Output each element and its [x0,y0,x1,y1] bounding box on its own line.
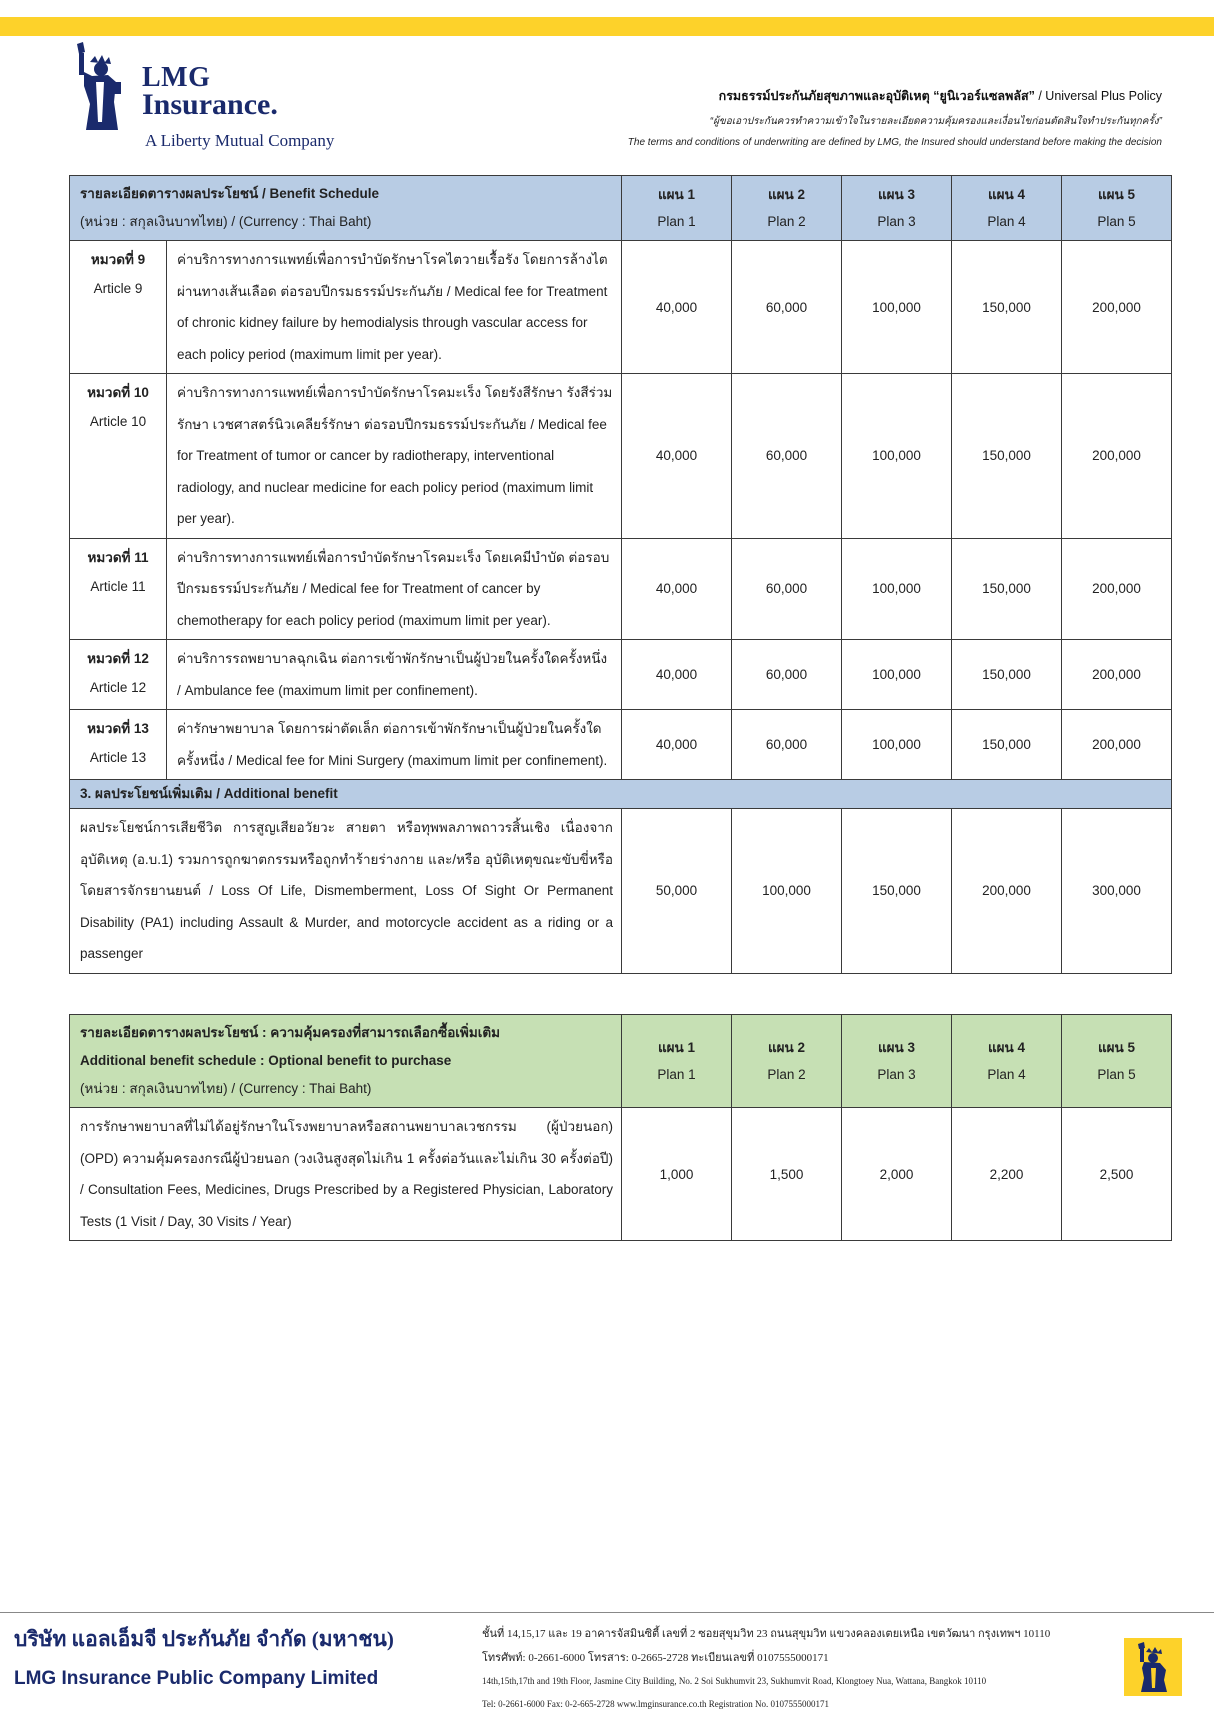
plan-label-th: แผน 1 [657,1040,696,1055]
schedule-currency: (หน่วย : สกุลเงินบาทไทย) / (Currency : Thai Baht) [80,214,372,229]
table-row [70,374,1172,539]
plan-label-th: แผน 3 [877,187,916,202]
optional-benefit-table [69,1014,1172,1241]
article-cell [70,640,167,710]
table-row [70,809,1172,974]
benefit-description: ค่าบริการทางการแพทย์เพื่อการบำบัดรักษาโรคมะเร็ง โดยรังสีรักษา รังสีร่วมรักษา เวชศาสตร์นิวเคลียร์รักษา ต่อรอบปีกรมธรรม์ประกันภัย / Medical fee for Treatment of tumor or cancer by radiotherapy, interventional radiology, and nuclear medicine for each policy period (maximum limit per year). [167,374,622,539]
plan-value: 200,000 [1062,538,1172,640]
plan-value: 100,000 [842,241,952,374]
plan-value: 200,000 [1062,374,1172,539]
plan-label-en: Plan 3 [877,1067,916,1082]
plan-header [732,1015,842,1108]
article-cell [70,538,167,640]
footer-address-th: ชั้นที่ 14,15,17 และ 19 อาคารจัสมินซิตี้ เลขที่ 2 ซอยสุขุมวิท 23 ถนนสุขุมวิท แขวงคลองเตยเหนือ เขตวัฒนา กรุงเทพฯ 10110 [482,1628,1051,1640]
plan-value: 40,000 [622,538,732,640]
policy-header [462,86,1162,148]
plan-label-en: Plan 5 [1097,214,1136,229]
footer-address-en: 14th,15th,17th and 19th Floor, Jasmine City Building, No. 2 Soi Sukhumvit 23, Sukhumvit Road, Klongtoey Nua, Wattana, Bangkok 10110 [482,1676,987,1686]
plan-header [952,176,1062,241]
additional-benefit-description: ผลประโยชน์การเสียชีวิต การสูญเสียอวัยวะ สายตา หรือทุพพลภาพถาวรสิ้นเชิง เนื่องจากอุบัติเหตุ (อ.บ.1) รวมการถูกฆาตกรรมหรือถูกทำร้ายร่างกาย และ/หรือ อุบัติเหตุขณะขับขี่หรือโดยสารจักรยานยนต์ / Loss Of Life, Dismemberment, Loss Of Sight Or Permanent Disability (PA1) including Assault & Murder, and motorcycle accident as a riding or a passenger [70,809,622,974]
plan-header [732,176,842,241]
plan-label-en: Plan 4 [987,1067,1026,1082]
logo-text-insurance: Insurance. [142,88,278,121]
table-row [70,1108,1172,1241]
schedule-title-en: / Benefit Schedule [258,186,380,201]
footer-logo-badge [1124,1638,1182,1696]
top-accent-bar [0,17,1214,36]
footer-address [482,1624,1102,1709]
plan-value: 150,000 [952,538,1062,640]
plan-value: 300,000 [1062,809,1172,974]
plan-value: 100,000 [842,710,952,780]
optional-currency: (หน่วย : สกุลเงินบาทไทย) / (Currency : Thai Baht) [80,1081,372,1096]
benefit-description: ค่าบริการรถพยาบาลฉุกเฉิน ต่อการเข้าพักรักษาเป็นผู้ป่วยในครั้งใดครั้งหนึ่ง / Ambulance fee (maximum limit per confinement). [167,640,622,710]
logo-text-lmg: LMG [142,62,211,93]
article-label-th: หมวดที่ 12 [87,651,149,666]
policy-title-th: กรมธรรม์ประกันภัยสุขภาพและอุบัติเหตุ “ยูนิเวอร์แซลพลัส” [718,89,1035,103]
statue-of-liberty-icon [1124,1638,1182,1696]
plan-label-th: แผน 1 [657,187,696,202]
plan-header [1062,176,1172,241]
plan-value: 150,000 [952,710,1062,780]
schedule-title-cell [70,176,622,241]
plan-value: 60,000 [732,538,842,640]
plan-label-en: Plan 1 [657,1067,696,1082]
plan-value: 2,000 [842,1108,952,1241]
plan-value: 40,000 [622,640,732,710]
plan-label-en: Plan 1 [657,214,696,229]
policy-note-th: “ผู้ขอเอาประกันควรทำความเข้าใจในรายละเอียดความคุ้มครองและเงื่อนไขก่อนตัดสินใจทำประกันทุกครั้ง” [709,116,1162,127]
schedule-title-th: รายละเอียดตารางผลประโยชน์ [80,186,259,201]
article-cell [70,374,167,539]
opd-benefit-description: การรักษาพยาบาลที่ไม่ได้อยู่รักษาในโรงพยาบาลหรือสถานพยาบาลเวชกรรม (ผู้ป่วยนอก) (OPD) ความคุ้มครองกรณีผู้ป่วยนอก (วงเงินสูงสุดไม่เกิน 1 ครั้งต่อวันและไม่เกิน 30 ครั้งต่อปี) / Consultation Fees, Medicines, Drugs Prescribed by a Registered Physician, Laboratory Tests (1 Visit / Day, 30 Visits / Year) [70,1108,622,1241]
plan-label-th: แผน 2 [767,187,806,202]
table-header-row [70,176,1172,241]
plan-label-th: แผน 5 [1097,187,1136,202]
plan-label-en: Plan 3 [877,214,916,229]
article-label-th: หมวดที่ 11 [87,549,149,565]
table-row [70,538,1172,640]
plan-value: 150,000 [842,809,952,974]
article-label-th: หมวดที่ 10 [87,385,149,400]
plan-value: 60,000 [732,241,842,374]
plan-header [842,1015,952,1108]
plan-header [842,176,952,241]
benefit-schedule-table [69,175,1172,974]
table-row [70,640,1172,710]
optional-title-en: Additional benefit schedule : Optional benefit to purchase [80,1053,452,1068]
article-label-th: หมวดที่ 13 [87,721,149,736]
plan-value: 100,000 [842,538,952,640]
footer-contact-en: Tel: 0-2661-6000 Fax: 0-2-665-2728 www.lmginsurance.co.th Registration No. 0107555000171 [482,1699,829,1709]
plan-value: 150,000 [952,640,1062,710]
footer-divider [0,1612,1214,1613]
article-label-en: Article 9 [93,281,143,296]
company-logo [68,42,388,157]
plan-label-en: Plan 5 [1097,1067,1136,1082]
footer-contact-th: โทรศัพท์: 0-2661-6000 โทรสาร: 0-2665-2728 ทะเบียนเลขที่ 0107555000171 [482,1652,829,1664]
article-label-en: Article 10 [89,414,147,429]
table-row [70,241,1172,374]
plan-value: 2,500 [1062,1108,1172,1241]
plan-label-en: Plan 4 [987,214,1026,229]
footer-company-th: บริษัท แอลเอ็มจี ประกันภัย จำกัด (มหาชน) [14,1627,394,1651]
optional-title-cell [70,1015,622,1108]
table-row [70,710,1172,780]
plan-value: 1,500 [732,1108,842,1241]
plan-value: 2,200 [952,1108,1062,1241]
plan-header [1062,1015,1172,1108]
plan-value: 200,000 [1062,241,1172,374]
policy-terms-en: The terms and conditions of underwriting are defined by LMG, the Insured should understand before making the decision [627,137,1162,148]
article-cell [70,241,167,374]
optional-title-th: รายละเอียดตารางผลประโยชน์ : ความคุ้มครองที่สามารถเลือกซื้อเพิ่มเติม [80,1025,500,1040]
plan-value: 50,000 [622,809,732,974]
footer-company-en: LMG Insurance Public Company Limited [14,1668,379,1689]
plan-value: 40,000 [622,241,732,374]
benefit-description: ค่าบริการทางการแพทย์เพื่อการบำบัดรักษาโรคมะเร็ง โดยเคมีบำบัด ต่อรอบปีกรมธรรม์ประกันภัย / Medical fee for Treatment of cancer by chemotherapy for each policy period (maximum limit per year). [167,538,622,640]
plan-label-en: Plan 2 [767,1067,806,1082]
additional-benefit-title: 3. ผลประโยชน์เพิ่มเติม / Additional benefit [70,780,1172,809]
section-header-row [70,780,1172,809]
plan-value: 100,000 [732,809,842,974]
plan-label-th: แผน 4 [987,187,1026,202]
policy-title [462,86,1162,106]
plan-value: 60,000 [732,374,842,539]
article-label-th: หมวดที่ 9 [90,252,146,267]
plan-label-th: แผน 3 [877,1040,916,1055]
plan-value: 40,000 [622,710,732,780]
plan-value: 40,000 [622,374,732,539]
plan-value: 150,000 [952,241,1062,374]
plan-value: 200,000 [952,809,1062,974]
plan-value: 200,000 [1062,710,1172,780]
plan-label-en: Plan 2 [767,214,806,229]
plan-value: 100,000 [842,640,952,710]
plan-value: 60,000 [732,710,842,780]
policy-title-en: / Universal Plus Policy [1034,89,1162,103]
plan-label-th: แผน 4 [987,1040,1026,1055]
logo-tagline: A Liberty Mutual Company [145,131,335,150]
plan-value: 100,000 [842,374,952,539]
plan-value: 200,000 [1062,640,1172,710]
statue-of-liberty-icon [68,42,138,134]
article-label-en: Article 13 [89,750,147,765]
plan-label-th: แผน 2 [767,1040,806,1055]
benefit-description: ค่าบริการทางการแพทย์เพื่อการบำบัดรักษาโรคไตวายเรื้อรัง โดยการล้างไตผ่านทางเส้นเลือด ต่อรอบปีกรมธรรม์ประกันภัย / Medical fee for Treatment of chronic kidney failure by hemodialysis through vascular access for each policy period (maximum limit per year). [167,241,622,374]
plan-value: 1,000 [622,1108,732,1241]
plan-header [952,1015,1062,1108]
table-header-row [70,1015,1172,1108]
plan-header [622,176,732,241]
article-label-en: Article 12 [89,680,147,695]
plan-header [622,1015,732,1108]
benefit-description: ค่ารักษาพยาบาล โดยการผ่าตัดเล็ก ต่อการเข้าพักรักษาเป็นผู้ป่วยในครั้งใดครั้งหนึ่ง / Medical fee for Mini Surgery (maximum limit per confinement). [167,710,622,780]
article-label-en: Article 11 [90,578,146,594]
plan-value: 60,000 [732,640,842,710]
plan-value: 150,000 [952,374,1062,539]
plan-label-th: แผน 5 [1097,1040,1136,1055]
article-cell [70,710,167,780]
